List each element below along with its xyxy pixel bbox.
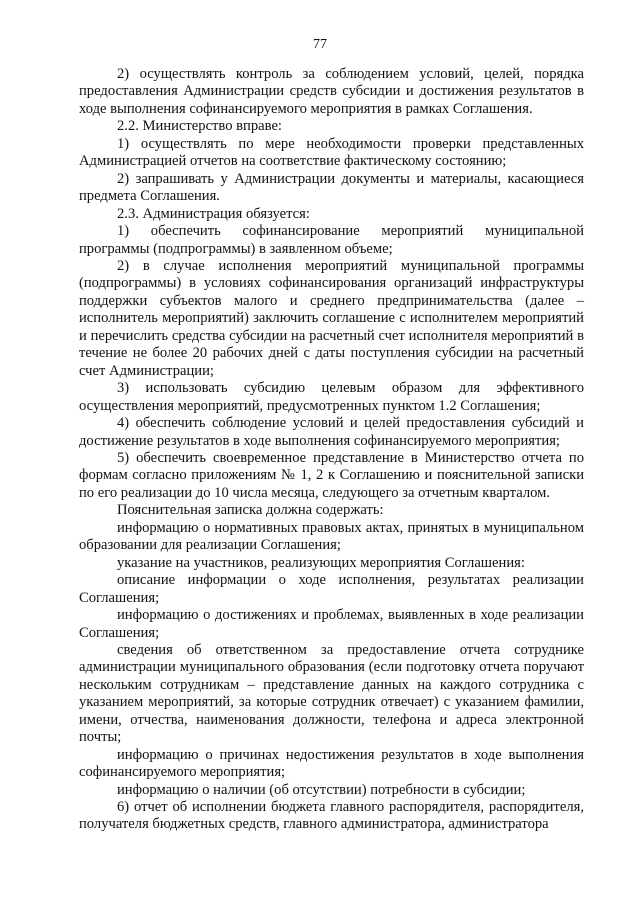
paragraph-2-control: 2) осуществлять контроль за соблюдением условий, целей, порядка предоставления Администрации средств субсидии и достижения результатов в ходе выполнения софинансируемого мероприятия в рамках Соглашения. <box>79 66 584 117</box>
paragraph-ministry-right-2: 2) запрашивать у Администрации документы и материалы, касающиеся предмета Соглашения. <box>79 170 584 205</box>
paragraph-ministry-right-1: 1) осуществлять по мере необходимости проверки представленных Администрацией отчетов на соответствие фактическому состоянию; <box>79 135 584 170</box>
paragraph-note-item-progress: описание информации о ходе исполнения, результатах реализации Соглашения; <box>79 572 584 606</box>
paragraph-note-item-responsible: сведения об ответственном за предоставление отчета сотруднике администрации муниципального образования (если подготовку отчета поручают нескольким сотрудникам – представление данных на каждого сотрудника с указанием мероприятий, за которые сотрудник отвечает) с указанием фамилии, имени, отчества, наименования должности, телефона и адреса электронной почты; <box>79 641 584 746</box>
paragraph-note-item-subsidy-need: информацию о наличии (об отсутствии) потребности в субсидии; <box>117 781 526 798</box>
paragraph-note-contents: Пояснительная записка должна содержать: <box>117 502 384 519</box>
paragraph-admin-duty-3: 3) использовать субсидию целевым образом для эффективного осуществления мероприятий, предусмотренных пунктом 1.2 Соглашения; <box>79 380 584 414</box>
paragraph-admin-duty-5: 5) обеспечить своевременное представление в Министерство отчета по формам согласно приложениям № 1, 2 к Соглашению и пояснительной записки по его реализации до 10 числа месяца, следующего за отчетным кварталом. <box>79 449 584 501</box>
section-2-2-heading: 2.2. Министерство вправе: <box>117 118 282 135</box>
paragraph-admin-duty-4: 4) обеспечить соблюдение условий и целей предоставления субсидий и достижение результатов в ходе выполнения софинансируемого мероприятия; <box>79 415 584 449</box>
paragraph-admin-duty-6: 6) отчет об исполнении бюджета главного распорядителя, распорядителя, получателя бюджетных средств, главного администратора, администратора <box>79 799 584 833</box>
paragraph-note-item-legal-acts: информацию о нормативных правовых актах, принятых в муниципальном образовании для реализации Соглашения; <box>79 519 584 554</box>
paragraph-note-item-participants: указание на участников, реализующих мероприятия Соглашения: <box>117 554 525 571</box>
page-number: 77 <box>313 37 327 52</box>
paragraph-note-item-reasons: информацию о причинах недостижения результатов в ходе выполнения софинансируемого мероприятия; <box>79 746 584 781</box>
document-body <box>79 66 584 834</box>
paragraph-admin-duty-2: 2) в случае исполнения мероприятий муниципальной программы (подпрограммы) в условиях софинансирования организаций инфраструктуры поддержки субъектов малого и среднего предпринимательства (далее – исполнитель мероприятий) заключить соглашение с исполнителем мероприятий и перечислить средства субсидии на расчетный счет исполнителя мероприятий в течение не более 20 рабочих дней с даты поступления субсидии на расчетный счет Администрации; <box>79 257 584 379</box>
paragraph-admin-duty-1: 1) обеспечить софинансирование мероприятий муниципальной программы (подпрограммы) в заявленном объеме; <box>79 223 584 257</box>
paragraph-note-item-achievements: информацию о достижениях и проблемах, выявленных в ходе реализации Соглашения; <box>79 607 584 641</box>
section-2-3-heading: 2.3. Администрация обязуется: <box>117 205 310 222</box>
